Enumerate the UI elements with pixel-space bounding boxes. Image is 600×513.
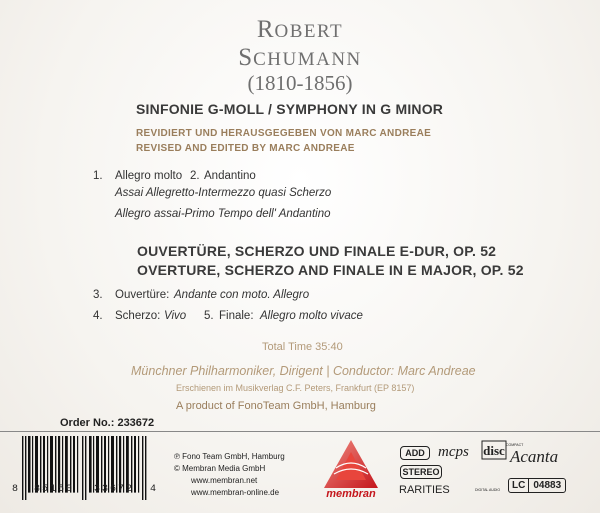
total-time: Total Time 35:40 bbox=[262, 341, 343, 353]
compact-disc-icon bbox=[481, 440, 507, 460]
product-credit: A product of FonoTeam GmbH, Hamburg bbox=[176, 400, 376, 412]
rarities-label: RARITIES bbox=[399, 484, 450, 496]
acanta-logo: Acanta bbox=[510, 447, 559, 466]
track-4-number: 4. bbox=[93, 310, 103, 322]
cd-compact-label: COMPACT bbox=[506, 443, 524, 447]
lc-prefix: LC bbox=[509, 479, 529, 492]
website-1: www.membran.net bbox=[191, 476, 258, 485]
membran-logo-icon bbox=[322, 438, 380, 490]
barcode-group-2: 33672 bbox=[94, 484, 135, 495]
track-1-title: Allegro molto bbox=[115, 170, 183, 182]
composer-first-name bbox=[0, 16, 600, 44]
composer-dates: (1810-1856) bbox=[247, 71, 353, 95]
barcode-digit-first: 8 bbox=[12, 484, 19, 495]
lc-number: 04883 bbox=[533, 480, 562, 491]
orchestra-credit: Münchner Philharmoniker, Dirigent | Conductor: Marc Andreae bbox=[131, 364, 476, 378]
barcode-group-1: 85150 bbox=[34, 484, 75, 495]
track-2-sub2: Allegro assai-Primo Tempo dell' Andantino bbox=[115, 208, 331, 220]
track-2-title: Andantino bbox=[204, 170, 256, 182]
order-number: Order No.: 233672 bbox=[60, 417, 155, 429]
publisher-credit: Erschienen im Musikverlag C.F. Peters, Frankfurt (EP 8157) bbox=[176, 383, 415, 393]
composer-last-name bbox=[0, 44, 600, 72]
barcode-digit-last: 4 bbox=[150, 484, 157, 495]
svg-text:disc: disc bbox=[483, 443, 505, 458]
track-3-number: 3. bbox=[93, 289, 103, 301]
divider-line bbox=[0, 431, 600, 432]
track-5-number: 5. bbox=[204, 310, 214, 322]
revised-english: REVISED AND EDITED BY MARC ANDREAE bbox=[136, 143, 355, 154]
track-2-sub1: Assai Allegretto-Intermezzo quasi Scherzo bbox=[115, 187, 332, 199]
composer-first: ROBERT bbox=[256, 16, 344, 43]
mcps-logo: mcps bbox=[438, 444, 469, 460]
membran-logo-text: membran bbox=[326, 488, 376, 500]
composer-last: SCHUMANN bbox=[238, 44, 362, 71]
work2-title-german: OUVERTÜRE, SCHERZO UND FINALE E-DUR, OP. 52 bbox=[137, 243, 497, 259]
track-3-label: Ouvertüre: bbox=[115, 289, 170, 301]
stereo-badge: STEREO bbox=[400, 465, 442, 479]
track-2-number: 2. bbox=[190, 170, 200, 182]
track-4-label: Scherzo: bbox=[115, 310, 161, 322]
track-1-number: 1. bbox=[93, 170, 103, 182]
track-3-tempo: Andante con moto. Allegro bbox=[174, 289, 310, 301]
track-5-tempo: Allegro molto vivace bbox=[260, 310, 363, 322]
copyright-line-1: ℗ Fono Team GmbH, Hamburg bbox=[174, 452, 285, 461]
work1-title: SINFONIE G-MOLL / SYMPHONY IN G MINOR bbox=[136, 101, 444, 117]
work2-title-english: OVERTURE, SCHERZO AND FINALE IN E MAJOR, OP. 52 bbox=[137, 262, 524, 278]
add-badge: ADD bbox=[400, 446, 430, 460]
track-4-tempo: Vivo bbox=[164, 310, 187, 322]
track-5-label: Finale: bbox=[219, 310, 254, 322]
label-code-badge bbox=[508, 478, 566, 493]
revised-german: REVIDIERT UND HERAUSGEGEBEN VON MARC ANDREAE bbox=[136, 128, 432, 139]
website-2: www.membran-online.de bbox=[191, 488, 280, 497]
copyright-line-2: © Membran Media GmbH bbox=[174, 464, 266, 473]
cd-digital-audio-label: DIGITAL AUDIO bbox=[475, 488, 501, 492]
